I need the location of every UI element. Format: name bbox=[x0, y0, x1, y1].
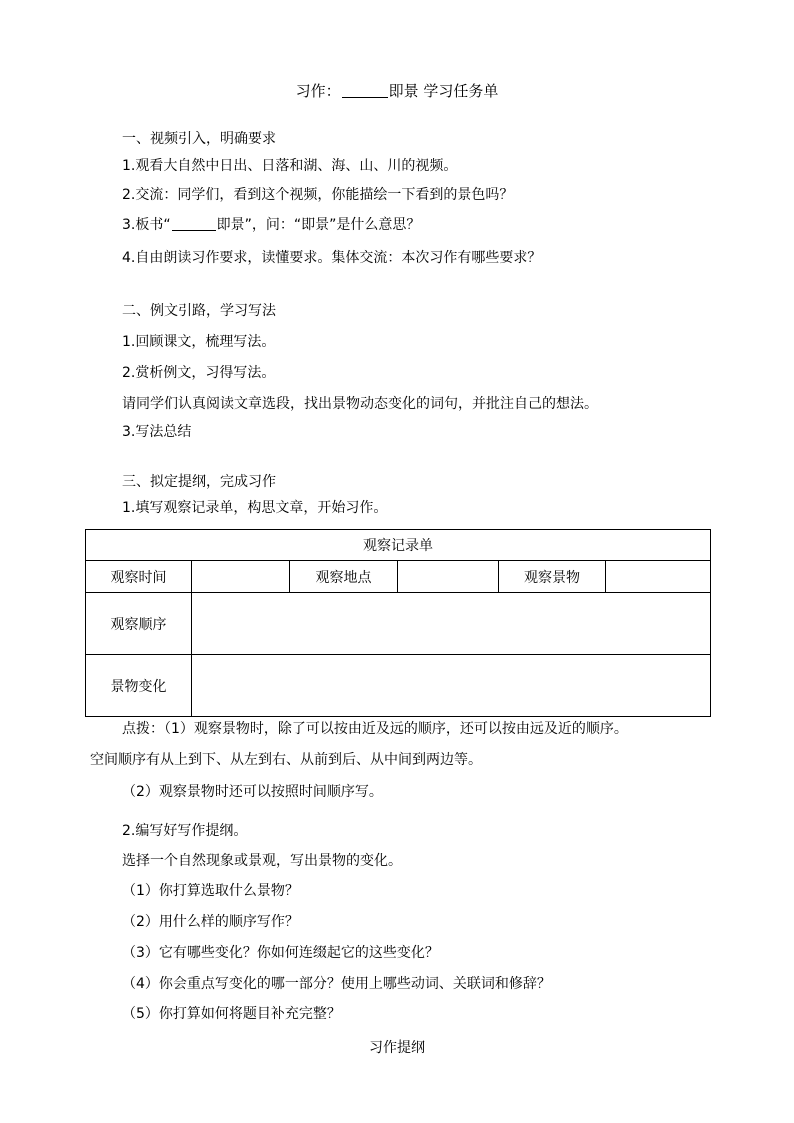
tips-line3: （2）观察景物时还可以按照时间顺序写。 bbox=[122, 784, 383, 800]
section1-heading: 一、视频引入，明确要求 bbox=[122, 131, 276, 147]
section1-item2: 2.交流：同学们，看到这个视频，你能描绘一下看到的景色吗？ bbox=[122, 187, 514, 203]
section2-item3: 3.写法总结 bbox=[122, 424, 192, 440]
outline-footer-title: 习作提纲 bbox=[369, 1040, 425, 1056]
section2-item2: 2.赏析例文，习得写法。 bbox=[122, 365, 276, 381]
page-title bbox=[0, 82, 794, 100]
table-change-label: 景物变化 bbox=[86, 655, 192, 717]
section1-item3-blank bbox=[172, 217, 216, 231]
table-order-label: 观察顺序 bbox=[86, 593, 192, 655]
section3-heading: 三、拟定提纲，完成习作 bbox=[122, 474, 276, 490]
section1-item3 bbox=[122, 216, 420, 234]
section1-item1: 1.观看大自然中日出、日落和湖、海、山、川的视频。 bbox=[122, 158, 458, 174]
table-place-label: 观察地点 bbox=[290, 561, 398, 593]
outline-item2: 2.编写好写作提纲。 bbox=[122, 823, 248, 839]
outline-question-4: （4）你会重点写变化的哪一部分？使用上哪些动词、关联词和修辞？ bbox=[122, 976, 551, 992]
outline-question-2: （2）用什么样的顺序写作？ bbox=[122, 914, 299, 930]
observation-table bbox=[85, 529, 711, 717]
outline-question-1: （1）你打算选取什么景物？ bbox=[122, 883, 299, 899]
tips-line1: 点拨：（1）观察景物时，除了可以按由近及远的顺序，还可以按由远及近的顺序。 bbox=[122, 721, 628, 737]
section2-heading: 二、例文引路，学习写法 bbox=[122, 303, 276, 319]
table-scene-value[interactable] bbox=[606, 561, 711, 593]
section1-item4: 4.自由朗读习作要求，读懂要求。集体交流：本次习作有哪些要求？ bbox=[122, 250, 542, 266]
table-order-value[interactable] bbox=[192, 593, 711, 655]
outline-question-5: （5）你打算如何将题目补充完整？ bbox=[122, 1006, 341, 1022]
table-time-value[interactable] bbox=[192, 561, 290, 593]
section2-item1: 1.回顾课文，梳理写法。 bbox=[122, 334, 276, 350]
section3-item1: 1.填写观察记录单，构思文章，开始习作。 bbox=[122, 500, 388, 516]
section2-item2-detail: 请同学们认真阅读文章选段，找出景物动态变化的词句，并批注自己的想法。 bbox=[122, 396, 598, 412]
title-suffix: 即景 学习任务单 bbox=[388, 82, 499, 100]
section1-item3-suffix: 即景”，问：“即景”是什么意思？ bbox=[216, 217, 421, 233]
outline-question-3: （3）它有哪些变化？你如何连缀起它的这些变化？ bbox=[122, 945, 439, 961]
section1-item3-prefix: 3.板书“ bbox=[122, 217, 171, 233]
table-caption: 观察记录单 bbox=[86, 530, 711, 561]
tips-line2: 空间顺序有从上到下、从左到右、从前到后、从中间到两边等。 bbox=[90, 752, 482, 768]
table-place-value[interactable] bbox=[398, 561, 499, 593]
table-change-value[interactable] bbox=[192, 655, 711, 717]
table-scene-label: 观察景物 bbox=[499, 561, 606, 593]
title-prefix: 习作： bbox=[295, 82, 341, 100]
table-time-label: 观察时间 bbox=[86, 561, 192, 593]
title-blank bbox=[342, 84, 388, 98]
outline-intro: 选择一个自然现象或景观，写出景物的变化。 bbox=[122, 853, 402, 869]
